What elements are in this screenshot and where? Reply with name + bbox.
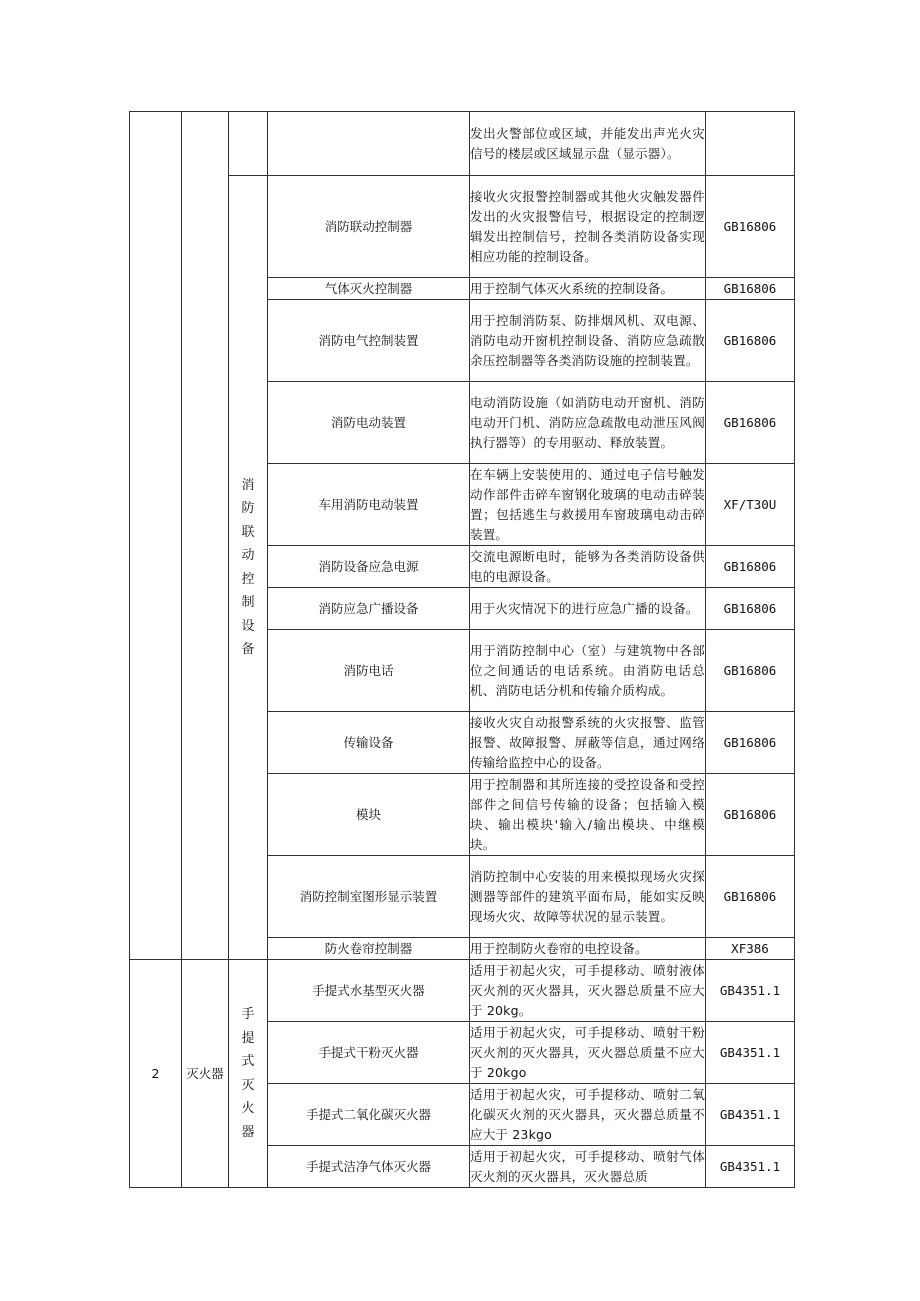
product-name-cell: 手提式二氧化碳灭火器 <box>268 1084 470 1146</box>
product-name-cell: 消防设备应急电源 <box>268 546 470 588</box>
category-cell: 灭火器 <box>182 960 229 1188</box>
product-name-cell <box>268 112 470 176</box>
standard-cell: GB16806 <box>706 712 795 774</box>
description-cell: 用于控制防火卷帘的电控设备。 <box>470 938 706 960</box>
product-name-cell: 手提式水基型灭火器 <box>268 960 470 1022</box>
description-cell: 适用于初起火灾，可手提移动、喷射干粉灭火剂的灭火器具，灭火器总质量不应大于 20kgo <box>470 1022 706 1084</box>
standard-cell: GB16806 <box>706 300 795 382</box>
standard-cell: GB16806 <box>706 176 795 278</box>
product-name-cell: 消防电话 <box>268 630 470 712</box>
description-cell: 用于火灾情况下的进行应急广播的设备。 <box>470 588 706 630</box>
description-cell: 消防控制中心安装的用来模拟现场火灾探测器等部件的建筑平面布局，能如实反映现场火灾、故障等状况的显示装置。 <box>470 856 706 938</box>
standard-cell: GB16806 <box>706 382 795 464</box>
number-cell <box>130 112 182 960</box>
equipment-table <box>129 111 795 1188</box>
description-cell: 电动消防设施（如消防电动开窗机、消防电动开门机、消防应急疏散电动泄压风阀执行器等）的专用驱动、释放装置。 <box>470 382 706 464</box>
standard-cell: GB16806 <box>706 588 795 630</box>
product-name-cell: 传输设备 <box>268 712 470 774</box>
standard-cell: GB16806 <box>706 546 795 588</box>
description-cell: 接收火灾自动报警系统的火灾报警、监管报警、故障报警、屏蔽等信息，通过网络传输给监控中心的设备。 <box>470 712 706 774</box>
product-name-cell: 消防应急广播设备 <box>268 588 470 630</box>
subcategory-cell: 手提式灭火器 <box>229 960 268 1188</box>
description-cell: 用于控制器和其所连接的受控设备和受控部件之间信号传输的设备；包括输入模块、输出模块'输入/输出模块、中继模块。 <box>470 774 706 856</box>
subcategory-cell <box>229 112 268 176</box>
table-row <box>130 960 795 1022</box>
product-name-cell: 消防联动控制器 <box>268 176 470 278</box>
description-cell: 用于控制消防泵、防排烟风机、双电源、消防电动开窗机控制设备、消防应急疏散余压控制器等各类消防设施的控制装置。 <box>470 300 706 382</box>
category-cell <box>182 112 229 960</box>
product-name-cell: 车用消防电动装置 <box>268 464 470 546</box>
standard-cell <box>706 112 795 176</box>
description-cell: 适用于初起火灾，可手提移动、喷射二氧化碳灭火剂的灭火器具，灭火器总质量不应大于 23kgo <box>470 1084 706 1146</box>
description-cell: 适用于初起火灾，可手提移动、喷射液体灭火剂的灭火器具，灭火器总质量不应大于 20kg。 <box>470 960 706 1022</box>
product-name-cell: 手提式洁净气体灭火器 <box>268 1146 470 1188</box>
table-row <box>130 176 795 278</box>
standard-cell: GB4351.1 <box>706 1146 795 1188</box>
product-name-cell: 手提式干粉灭火器 <box>268 1022 470 1084</box>
description-cell: 适用于初起火灾，可手提移动、喷射气体灭火剂的灭火器具，灭火器总质 <box>470 1146 706 1188</box>
table-row <box>130 112 795 176</box>
description-cell: 在车辆上安装使用的、通过电子信号触发动作部件击碎车窗钢化玻璃的电动击碎装置；包括逃生与救援用车窗玻璃电动击碎装置。 <box>470 464 706 546</box>
product-name-cell: 消防电动装置 <box>268 382 470 464</box>
product-name-cell: 防火卷帘控制器 <box>268 938 470 960</box>
standard-cell: GB4351.1 <box>706 1084 795 1146</box>
standard-cell: GB16806 <box>706 630 795 712</box>
standard-cell: GB16806 <box>706 774 795 856</box>
product-name-cell: 消防电气控制装置 <box>268 300 470 382</box>
standard-cell: GB16806 <box>706 856 795 938</box>
product-name-cell: 气体灭火控制器 <box>268 278 470 300</box>
product-name-cell: 模块 <box>268 774 470 856</box>
description-cell: 接收火灾报警控制器或其他火灾触发器件发出的火灾报警信号，根据设定的控制逻辑发出控制信号，控制各类消防设备实现相应功能的控制设备。 <box>470 176 706 278</box>
description-cell: 发出火警部位或区域，并能发出声光火灾信号的楼层或区域显示盘（显示器）。 <box>470 112 706 176</box>
standard-cell: XF386 <box>706 938 795 960</box>
standard-cell: GB16806 <box>706 278 795 300</box>
standard-cell: GB4351.1 <box>706 960 795 1022</box>
standard-cell: XF/T30U <box>706 464 795 546</box>
description-cell: 用于消防控制中心（室）与建筑物中各部位之间通话的电话系统。由消防电话总机、消防电话分机和传输介质构成。 <box>470 630 706 712</box>
standard-cell: GB4351.1 <box>706 1022 795 1084</box>
product-name-cell: 消防控制室图形显示装置 <box>268 856 470 938</box>
subcategory-cell: 消防联动控制设备 <box>229 176 268 960</box>
description-cell: 交流电源断电时，能够为各类消防设备供电的电源设备。 <box>470 546 706 588</box>
number-cell: 2 <box>130 960 182 1188</box>
description-cell: 用于控制气体灭火系统的控制设备。 <box>470 278 706 300</box>
